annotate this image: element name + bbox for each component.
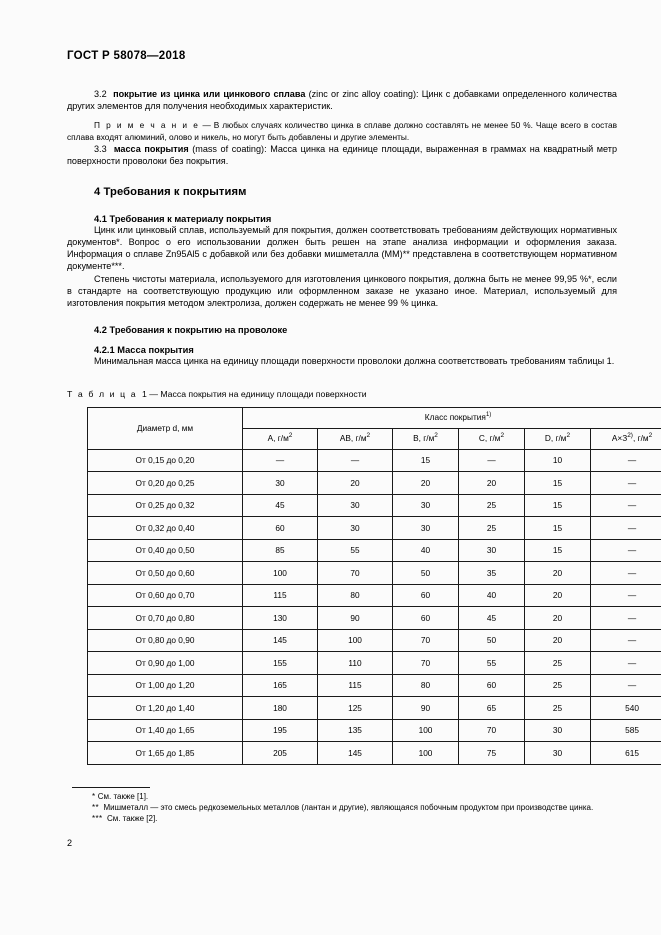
table-caption-number: 1 [141, 388, 147, 399]
page-number: 2 [67, 838, 73, 849]
cell-class-az: 585 [591, 719, 661, 742]
cell-diameter: От 1,00 до 1,20 [88, 674, 243, 697]
cell-class-az: — [591, 584, 661, 607]
footnote-1-marker: * [92, 791, 96, 801]
heading-section-4: 4 Требования к покрытиям [94, 186, 247, 199]
cell-class-d: 10 [525, 449, 591, 472]
definition-3-2 [67, 88, 617, 112]
cell-class-az: — [591, 629, 661, 652]
column-header-class-a: A, $г/м^2$ [243, 428, 318, 449]
cell-class-ab: 135 [318, 719, 393, 742]
cell-class-a: 180 [243, 697, 318, 720]
cell-class-b: 30 [393, 517, 459, 540]
cell-class-ab: 100 [318, 629, 393, 652]
column-header-diameter: Диаметр d, мм [88, 407, 243, 449]
footnote-separator-rule [72, 787, 150, 788]
cell-class-d: 25 [525, 652, 591, 675]
cell-class-d: 20 [525, 629, 591, 652]
cell-class-a: — [243, 449, 318, 472]
table-row [88, 517, 661, 540]
cell-diameter: От 1,20 до 1,40 [88, 697, 243, 720]
cell-class-b: 20 [393, 472, 459, 495]
cell-class-a: 145 [243, 629, 318, 652]
table-row [88, 494, 661, 517]
table-row [88, 562, 661, 585]
table-row [88, 742, 661, 765]
cell-class-d: 30 [525, 719, 591, 742]
definition-3-3-number: 3.3 [94, 144, 107, 154]
cell-class-c: 40 [459, 584, 525, 607]
column-header-class-b: B, $г/м^2$ [393, 428, 459, 449]
table-row [88, 449, 661, 472]
cell-class-b: 60 [393, 584, 459, 607]
cell-class-b: 100 [393, 742, 459, 765]
paragraph-4-1-a: Цинк или цинковый сплав, используемый для покрытия, должен соответствовать требованиям действующих нормативных документов*. Вопрос о его использовании должен быть решен на этапе анализа информации и оформления заказа. Информация о сплаве Zn95Al5 с добавкой или без добавки мишметалла (ММ)** представлена в соответствующем нормативном документе***. [67, 225, 617, 272]
definition-3-3-body: (mass of coating): Масса цинка на единице площади, выраженная в граммах на квадратный метр поверхности проволоки без покрытия. [67, 144, 617, 167]
cell-class-az: — [591, 562, 661, 585]
table-row [88, 584, 661, 607]
cell-class-ab: 145 [318, 742, 393, 765]
cell-diameter: От 0,90 до 1,00 [88, 652, 243, 675]
column-header-class-az: $А\times З^{2)}$, $г/м^2$ [591, 428, 661, 449]
cell-class-ab: 30 [318, 494, 393, 517]
footnote-3-marker: *** [92, 813, 103, 823]
cell-class-a: 60 [243, 517, 318, 540]
definition-3-3 [67, 143, 617, 167]
cell-diameter: От 0,40 до 0,50 [88, 539, 243, 562]
cell-class-ab: 110 [318, 652, 393, 675]
cell-class-az: — [591, 449, 661, 472]
footnote-2 [67, 803, 617, 814]
definition-3-2-term: покрытие из цинка или цинкового сплава [113, 89, 306, 99]
cell-class-b: 30 [393, 494, 459, 517]
table-body [88, 449, 661, 764]
table-row [88, 472, 661, 495]
cell-class-c: 75 [459, 742, 525, 765]
cell-diameter: От 0,50 до 0,60 [88, 562, 243, 585]
cell-class-b: 50 [393, 562, 459, 585]
cell-class-az: 540 [591, 697, 661, 720]
page-content [67, 50, 653, 849]
cell-class-a: 165 [243, 674, 318, 697]
paragraph-4-1-b: Степень чистоты материала, используемого для изготовления цинкового покрытия, должна быть не менее 99,95 %*, если в стандарте на соответствующую продукцию или оформленном заказе не указано иное. Материал, используемый для изготовления покрытия методом электролиза, должен содержать не менее 99 % цинка. [67, 273, 617, 308]
cell-class-d: 20 [525, 584, 591, 607]
cell-class-ab: 70 [318, 562, 393, 585]
cell-class-a: 100 [243, 562, 318, 585]
cell-class-b: 70 [393, 652, 459, 675]
cell-class-c: 45 [459, 607, 525, 630]
column-header-class-d: D, $г/м^2$ [525, 428, 591, 449]
footnote-3 [67, 814, 617, 825]
cell-class-ab: 125 [318, 697, 393, 720]
cell-class-d: 15 [525, 517, 591, 540]
cell-class-az: — [591, 607, 661, 630]
definition-3-3-term: масса покрытия [113, 144, 189, 154]
cell-class-az: 615 [591, 742, 661, 765]
cell-class-a: 45 [243, 494, 318, 517]
cell-class-d: 20 [525, 607, 591, 630]
cell-class-c: 25 [459, 517, 525, 540]
table-row [88, 539, 661, 562]
cell-class-az: — [591, 652, 661, 675]
cell-class-b: 60 [393, 607, 459, 630]
footnote-2-marker: ** [92, 802, 100, 812]
table-head [88, 407, 661, 449]
heading-section-4-1: 4.1 Требования к материалу покрытия [94, 214, 272, 225]
footnote-2-text: Мишметалл — это смесь редкоземельных металлов (лантан и другие), являющаяся побочным продуктом при производстве цинка. [103, 802, 594, 812]
table-caption [67, 389, 617, 399]
cell-class-c: 70 [459, 719, 525, 742]
cell-class-d: 25 [525, 674, 591, 697]
table-caption-label: Т а б л и ц а [67, 388, 138, 399]
cell-class-c: 55 [459, 652, 525, 675]
cell-class-b: 90 [393, 697, 459, 720]
cell-class-c: 50 [459, 629, 525, 652]
cell-class-az: — [591, 674, 661, 697]
definition-3-2-number: 3.2 [94, 89, 107, 99]
cell-class-ab: 20 [318, 472, 393, 495]
table-caption-text: — Масса покрытия на единицу площади поверхности [149, 388, 367, 399]
cell-class-a: 130 [243, 607, 318, 630]
footnote-3-text: См. также [2]. [107, 813, 158, 823]
heading-section-4-2-1: 4.2.1 Масса покрытия [94, 344, 194, 355]
coating-mass-table [87, 407, 661, 765]
cell-class-az: — [591, 539, 661, 562]
cell-class-a: 30 [243, 472, 318, 495]
column-header-class-c: C, $г/м^2$ [459, 428, 525, 449]
cell-diameter: От 1,40 до 1,65 [88, 719, 243, 742]
table-row [88, 697, 661, 720]
cell-class-a: 115 [243, 584, 318, 607]
cell-class-az: — [591, 517, 661, 540]
cell-class-d: 15 [525, 539, 591, 562]
note-3-2 [67, 120, 617, 143]
table-row [88, 629, 661, 652]
cell-class-ab: 80 [318, 584, 393, 607]
cell-class-c: 25 [459, 494, 525, 517]
cell-class-ab: 30 [318, 517, 393, 540]
cell-class-d: 25 [525, 697, 591, 720]
column-header-class-ab: AB, $г/м^2$ [318, 428, 393, 449]
cell-class-ab: 55 [318, 539, 393, 562]
footnote-1 [67, 792, 617, 803]
cell-diameter: От 0,80 до 0,90 [88, 629, 243, 652]
cell-class-b: 100 [393, 719, 459, 742]
table-header-row-group [88, 407, 661, 428]
table-row [88, 719, 661, 742]
cell-class-a: 85 [243, 539, 318, 562]
cell-class-b: 15 [393, 449, 459, 472]
cell-class-a: 155 [243, 652, 318, 675]
cell-class-c: 20 [459, 472, 525, 495]
footnote-1-text: См. также [1]. [97, 791, 149, 801]
cell-class-c: 30 [459, 539, 525, 562]
cell-diameter: От 0,60 до 0,70 [88, 584, 243, 607]
heading-section-4-2: 4.2 Требования к покрытию на проволоке [94, 324, 288, 335]
coating-class-label: Класс покрытия [424, 412, 486, 423]
cell-class-ab: 90 [318, 607, 393, 630]
note-body: — В любых случаях количество цинка в сплаве должно составлять не менее 50 %. Чаще всего в состав сплава входят алюминий, олово и никель, но могут быть добавлены и другие элементы. [67, 120, 617, 142]
cell-class-c: 35 [459, 562, 525, 585]
note-label: П р и м е ч а н и е [94, 120, 200, 131]
cell-class-d: 15 [525, 472, 591, 495]
standard-header: ГОСТ Р 58078—2018 [67, 50, 186, 62]
cell-diameter: От 0,32 до 0,40 [88, 517, 243, 540]
table-row [88, 674, 661, 697]
cell-diameter: От 0,15 до 0,20 [88, 449, 243, 472]
definition-3-2-body: (zinc or zinc alloy coating): Цинк с добавками определенного количества других элементов для получения необходимых характеристик. [67, 89, 617, 112]
cell-class-b: 70 [393, 629, 459, 652]
coating-class-footnote-marker: 1) [485, 412, 492, 419]
cell-class-ab: — [318, 449, 393, 472]
cell-diameter: От 0,70 до 0,80 [88, 607, 243, 630]
cell-class-d: 30 [525, 742, 591, 765]
cell-class-c: 65 [459, 697, 525, 720]
cell-class-c: 60 [459, 674, 525, 697]
cell-class-az: — [591, 494, 661, 517]
cell-class-ab: 115 [318, 674, 393, 697]
column-header-coating-class [243, 407, 661, 428]
cell-class-b: 40 [393, 539, 459, 562]
cell-class-a: 195 [243, 719, 318, 742]
cell-diameter: От 0,25 до 0,32 [88, 494, 243, 517]
cell-class-a: 205 [243, 742, 318, 765]
table-row [88, 607, 661, 630]
table-row [88, 652, 661, 675]
cell-class-az: — [591, 472, 661, 495]
cell-class-d: 20 [525, 562, 591, 585]
paragraph-4-2-1: Минимальная масса цинка на единицу площади поверхности проволоки должна соответствовать требованиям таблицы 1. [94, 355, 615, 366]
cell-class-d: 15 [525, 494, 591, 517]
cell-class-c: — [459, 449, 525, 472]
cell-class-b: 80 [393, 674, 459, 697]
cell-diameter: От 0,20 до 0,25 [88, 472, 243, 495]
cell-diameter: От 1,65 до 1,85 [88, 742, 243, 765]
